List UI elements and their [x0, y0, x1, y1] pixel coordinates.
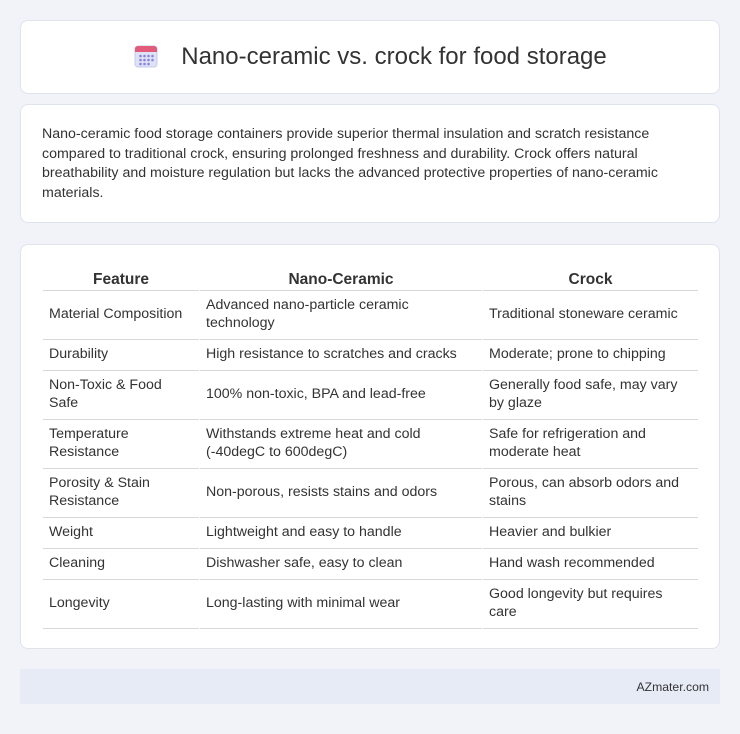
table-row: [43, 469, 698, 518]
intro-paragraph: Nano-ceramic food storage containers provide superior thermal insulation and scratch resistance compared to traditional crock, ensuring prolonged freshness and durability. Crock offers natural breathability and moisture regulation but lacks the advanced protective properties of nano-ceramic materials.: [42, 126, 658, 201]
nano-ceramic-cell: 100% non-toxic, BPA and lead-free: [200, 371, 482, 420]
feature-cell: Cleaning: [43, 549, 199, 580]
table-row: [43, 371, 698, 420]
table-row: [43, 420, 698, 469]
table-row: [43, 518, 698, 549]
feature-cell: Weight: [43, 518, 199, 549]
nano-ceramic-cell: Withstands extreme heat and cold (-40degC to 600degC): [200, 420, 482, 469]
nano-ceramic-cell: Lightweight and easy to handle: [200, 518, 482, 549]
header-crock: Crock: [483, 265, 698, 291]
header-nano-ceramic: Nano-Ceramic: [200, 265, 482, 291]
table-header-row: [43, 265, 698, 291]
feature-cell: Porosity & Stain Resistance: [43, 469, 199, 518]
crock-cell: Moderate; prone to chipping: [483, 340, 698, 371]
crock-cell: Generally food safe, may vary by glaze: [483, 371, 698, 420]
feature-cell: Durability: [43, 340, 199, 371]
footer-bar: [20, 669, 720, 704]
feature-cell: Temperature Resistance: [43, 420, 199, 469]
header-feature: Feature: [43, 265, 199, 291]
table-row: [43, 580, 698, 629]
comparison-card: [20, 244, 720, 649]
table-row: [43, 549, 698, 580]
feature-cell: Longevity: [43, 580, 199, 629]
feature-cell: Material Composition: [43, 291, 199, 340]
crock-cell: Traditional stoneware ceramic: [483, 291, 698, 340]
crock-cell: Safe for refrigeration and moderate heat: [483, 420, 698, 469]
intro-card: [20, 104, 720, 223]
comparison-table: [42, 265, 699, 629]
footer-source: AZmater.com: [636, 679, 709, 694]
nano-ceramic-cell: Advanced nano-particle ceramic technology: [200, 291, 482, 340]
crock-cell: Porous, can absorb odors and stains: [483, 469, 698, 518]
title-card: [20, 20, 720, 94]
calendar-icon: [133, 43, 159, 69]
crock-cell: Heavier and bulkier: [483, 518, 698, 549]
feature-cell: Non-Toxic & Food Safe: [43, 371, 199, 420]
nano-ceramic-cell: Long-lasting with minimal wear: [200, 580, 482, 629]
nano-ceramic-cell: Non-porous, resists stains and odors: [200, 469, 482, 518]
table-row: [43, 340, 698, 371]
crock-cell: Good longevity but requires care: [483, 580, 698, 629]
nano-ceramic-cell: High resistance to scratches and cracks: [200, 340, 482, 371]
page-title: Nano-ceramic vs. crock for food storage: [181, 43, 607, 70]
table-row: [43, 291, 698, 340]
nano-ceramic-cell: Dishwasher safe, easy to clean: [200, 549, 482, 580]
crock-cell: Hand wash recommended: [483, 549, 698, 580]
